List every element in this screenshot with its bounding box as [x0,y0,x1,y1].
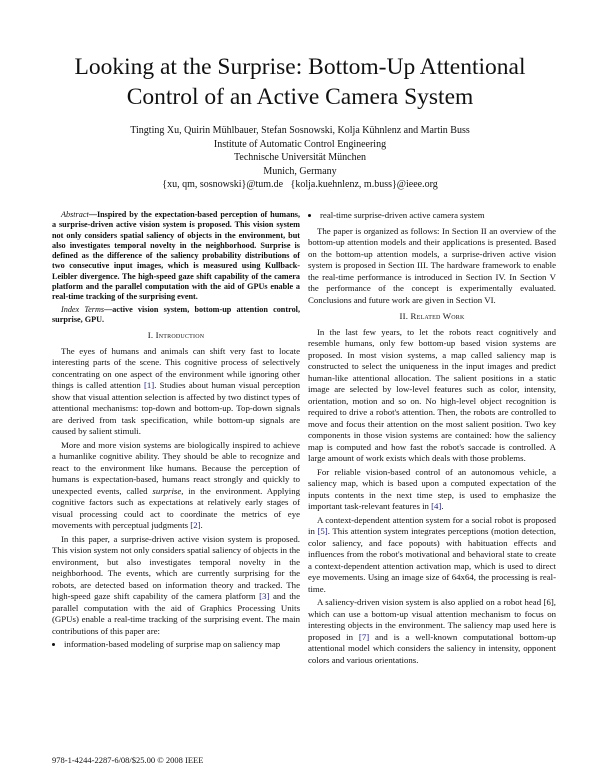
section-number: II. [399,311,411,321]
text-run: . [441,501,444,511]
affiliation-university: Technische Universität München [233,152,367,164]
text-run: and is a well-known computational bottom-up attentional model which considers the saliency in intensity, opponent colors and various orientations. [308,631,556,665]
contributions-list [52,639,300,651]
intro-paragraph-2 [52,440,300,532]
text-run: The eyes of humans and animals can shift very fast to locate interesting parts of the scene. This cognitive process of selectively concentrating on one aspect of the environment while ignoring other things is called attention [52,345,300,391]
text-run: More and more vision systems are biologically inspired to achieve a humanlike cognitive ability. They should be able to recognize and react to the environment like humans. Because the perception of humans is expectation-based, humans react strongly and quickly to unexpected events, called [52,439,300,496]
copyright-footer: 978-1-4244-2287-6/08/$25.00 © 2008 IEEE [52,755,204,765]
title-line-2: Control of an Active Camera System [126,84,474,110]
abstract-label: Abstract [61,210,89,219]
citation-link[interactable]: [4] [431,501,442,511]
related-work-paragraph-3 [308,515,556,596]
intro-paragraph-1 [52,346,300,438]
affiliation-city: Munich, Germany [263,165,337,177]
section-title: Introduction [155,330,205,341]
index-terms-label: Index Terms [61,304,105,314]
affiliation-institute: Institute of Automatic Control Engineering [213,138,387,150]
text-run: For reliable vision-based control of an autonomous vehicle, a saliency map, which is based upon a computed expectation of the inputs contents in the next time step, is used to emphasize the important task-relevant features in [308,466,556,511]
citation-link[interactable]: [2] [190,520,201,531]
organization-paragraph: The paper is organized as follows: In Section II an overview of the bottom-up attention models and their applications is presented. Based on the bottom-up attention models, a surprise-driven active vision system is proposed in Section III. The hardware framework to enable the real-time performance is introduced in Section IV. In Section V the performance of the concept is experimentally evaluated. Conclusions and future work are given in Section VI. [308,225,556,305]
author-emails: {xu, qm, sosnowski}@tum.de {kolja.kuehnlenz, m.buss}@ieee.org [162,179,438,191]
emphasis: surprise [152,485,182,496]
index-terms-text: —active vision system, bottom-up attention control, surprise, GPU. [52,304,300,324]
author-block [40,124,560,192]
abstract [52,210,300,303]
right-column [308,210,556,668]
list-item: • real-time surprise-driven active camera system [320,210,556,222]
section-heading-introduction [52,330,300,342]
related-work-paragraph-1: In the last few years, to let the robots react cognitively and resemble humans, only few bottom-up based vision systems are proposed. In most vision systems, a map called saliency map is constructed to select the uniqueness in the input images and predict human-like attentional allocation. The salient positions in a static image are selected by low-level features such as color, intensity, orientation, motion and so on. No high-level object recognition is required to drive a robot's attention. Then, the robots are controlled to move and focus their attention on the most salient position. Two key components in those vision systems are contained: how the saliency map is computed and how fast the robot's saccade is controlled. A large amount of work exists which deals with those problems. [308,326,556,463]
text-run: , in the environment. Applying cognitive factors such as expectations at relatively early stages of visual processing could act to coordinate the metrics of eye movements with perceptual judgments [52,485,301,531]
related-work-paragraph-4 [308,597,556,666]
citation-link[interactable]: [5] [317,526,328,536]
author-names: Tingting Xu, Quirin Mühlbauer, Stefan Sosnowski, Kolja Kühnlenz and Martin Buss [130,125,470,136]
text-run: . Studies about human visual perception show that visual attention selection is affected by two distinct types of attentional mechanisms: top-down and bottom-up. Top-down signals are derived from task specification, while bottom-up signals are caused by salient stimuli. [52,380,301,437]
citation-link[interactable]: [3] [259,591,270,602]
citation-link[interactable]: [1] [143,380,155,391]
paper-title [40,52,560,112]
text-run: In this paper, a surprise-driven active vision system is proposed. This vision system not only considers spatial saliency of objects in the environment, but also investigates temporal novelty in the neighborhood. The events, which are currently surprising for the robots, are detected based on information theory and tracked. The high-speed gaze shift capability of the camera platform [52,533,300,602]
text-run: A context-dependent attention system for a social robot is proposed in [308,514,556,536]
section-number: I. [147,330,156,341]
left-column [52,210,300,653]
title-line-1: Looking at the Surprise: Bottom-Up Attentional [74,54,526,80]
section-heading-related-work [308,311,556,323]
intro-paragraph-3 [52,534,300,638]
text-run: . [200,520,203,531]
index-terms [52,305,300,326]
related-work-paragraph-2 [308,467,556,513]
contributions-list-continued [308,210,556,222]
citation-link[interactable]: [7] [358,631,370,642]
text-run: and the parallel computation with the aid of Graphics Processing Units (GPUs) enable a real-time tracking of the surprising event. The main contributions of this paper are: [52,591,300,636]
text-run: . This attention system integrates perceptions (motion detection, color saliency, and face popouts) with habituation effects and influences from the robot's motivational and behavioral state to create a context-dependent attention activation map, which is used to direct eye movements. Using an image size of 64x64, the processing is real-time. [308,526,556,594]
text-run: A saliency-driven vision system is also applied on a robot head [6], which can use a bottom-up visual attention mechanism to focus on interesting objects in the environment. The saliency map used here is proposed in [308,597,556,642]
section-title: Related Work [410,311,465,321]
abstract-text: —Inspired by the expectation-based perception of humans, a surprise-driven active vision system is proposed. This vision system not only considers spatial saliency of objects in the environment, but also investigates temporal novelty in the neighborhood. Surprise is defined as the difference of the saliency probability distributions of two consecutive input images, which is measured using Kullback-Leibler divergence. The high-speed gaze shift capability of the camera platform and the parallel computation with the aid of GPUs enable a real-time tracking of the surprising event. [52,210,300,302]
list-item: • information-based modeling of surprise map on saliency map [64,639,300,651]
